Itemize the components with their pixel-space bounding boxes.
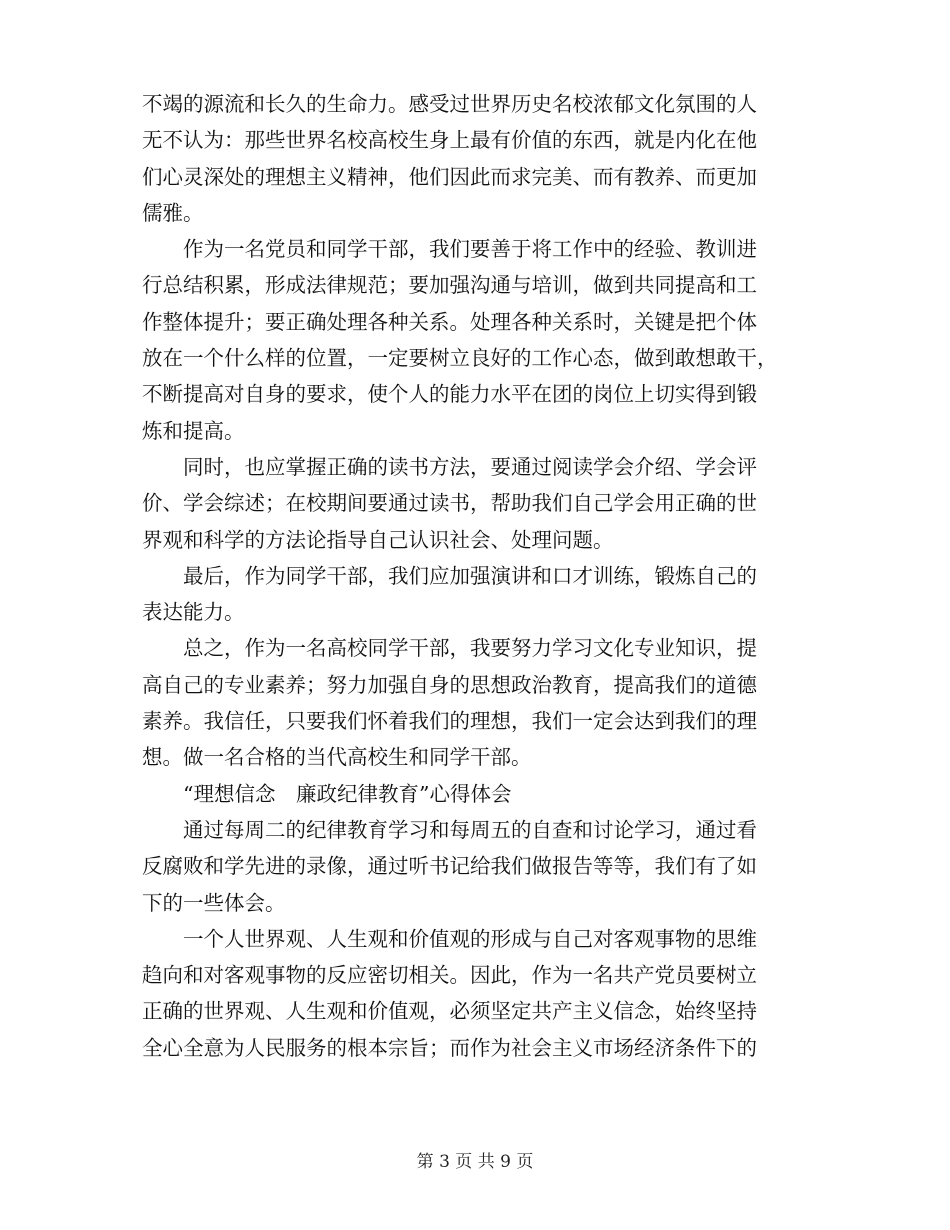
- section-title: “理想信念 廉政纪律教育”心得体会: [142, 781, 512, 806]
- text-line: 放在一个什么样的位置，一定要树立良好的工作心态，做到敢想敢干，: [142, 346, 778, 371]
- text-line: 价、学会综述；在校期间要通过读书，帮助我们自己学会用正确的世: [142, 491, 757, 516]
- text-line: 高自己的专业素养；努力加强自身的思想政治教育，提高我们的道德: [142, 672, 757, 697]
- document-body: [142, 86, 810, 1066]
- text-line: 素养。我信任，只要我们怀着我们的理想，我们一定会达到我们的理: [142, 709, 757, 734]
- text-line: 同时，也应掌握正确的读书方法，要通过阅读学会介绍、学会评: [142, 454, 757, 479]
- page-number: 第 3 页 共 9 页: [416, 1152, 534, 1172]
- text-line: 通过每周二的纪律教育学习和每周五的自查和讨论学习，通过看: [142, 817, 757, 842]
- text-line: 趋向和对客观事物的反应密切相关。因此，作为一名共产党员要树立: [142, 963, 757, 988]
- text-line: 表达能力。: [142, 600, 245, 625]
- text-line: 不断提高对自身的要求，使个人的能力水平在团的岗位上切实得到锻: [142, 382, 757, 407]
- text-line: 作整体提升；要正确处理各种关系。处理各种关系时，关键是把个体: [142, 309, 757, 334]
- text-line: 最后，作为同学干部，我们应加强演讲和口才训练，锻炼自己的: [142, 563, 757, 588]
- text-line: 作为一名党员和同学干部，我们要善于将工作中的经验、教训进: [142, 237, 757, 262]
- text-line: 下的一些体会。: [142, 890, 286, 915]
- text-line: 反腐败和学先进的录像，通过听书记给我们做报告等等，我们有了如: [142, 854, 757, 879]
- text-line: 不竭的源流和长久的生命力。感受过世界历史名校浓郁文化氛围的人: [142, 92, 757, 116]
- text-line: 无不认为：那些世界名校高校生身上最有价值的东西，就是内化在他: [142, 128, 757, 153]
- text-line: 行总结积累，形成法律规范；要加强沟通与培训，做到共同提高和工: [142, 273, 757, 298]
- text-line: 正确的世界观、人生观和价值观，必须坚定共产主义信念，始终坚持: [142, 999, 757, 1024]
- text-line: 想。做一名合格的当代高校生和同学干部。: [142, 745, 532, 770]
- text-line: 全心全意为人民服务的根本宗旨；而作为社会主义市场经济条件下的: [142, 1035, 757, 1060]
- text-line: 们心灵深处的理想主义精神，他们因此而求完美、而有教养、而更加: [142, 164, 757, 189]
- text-line: 儒雅。: [142, 200, 204, 225]
- text-line: 炼和提高。: [142, 418, 245, 443]
- text-line: 一个人世界观、人生观和价值观的形成与自己对客观事物的思维: [142, 926, 757, 951]
- text-line: 总之，作为一名高校同学干部，我要努力学习文化专业知识，提: [142, 636, 757, 661]
- text-line: 界观和科学的方法论指导自己认识社会、处理问题。: [142, 527, 614, 552]
